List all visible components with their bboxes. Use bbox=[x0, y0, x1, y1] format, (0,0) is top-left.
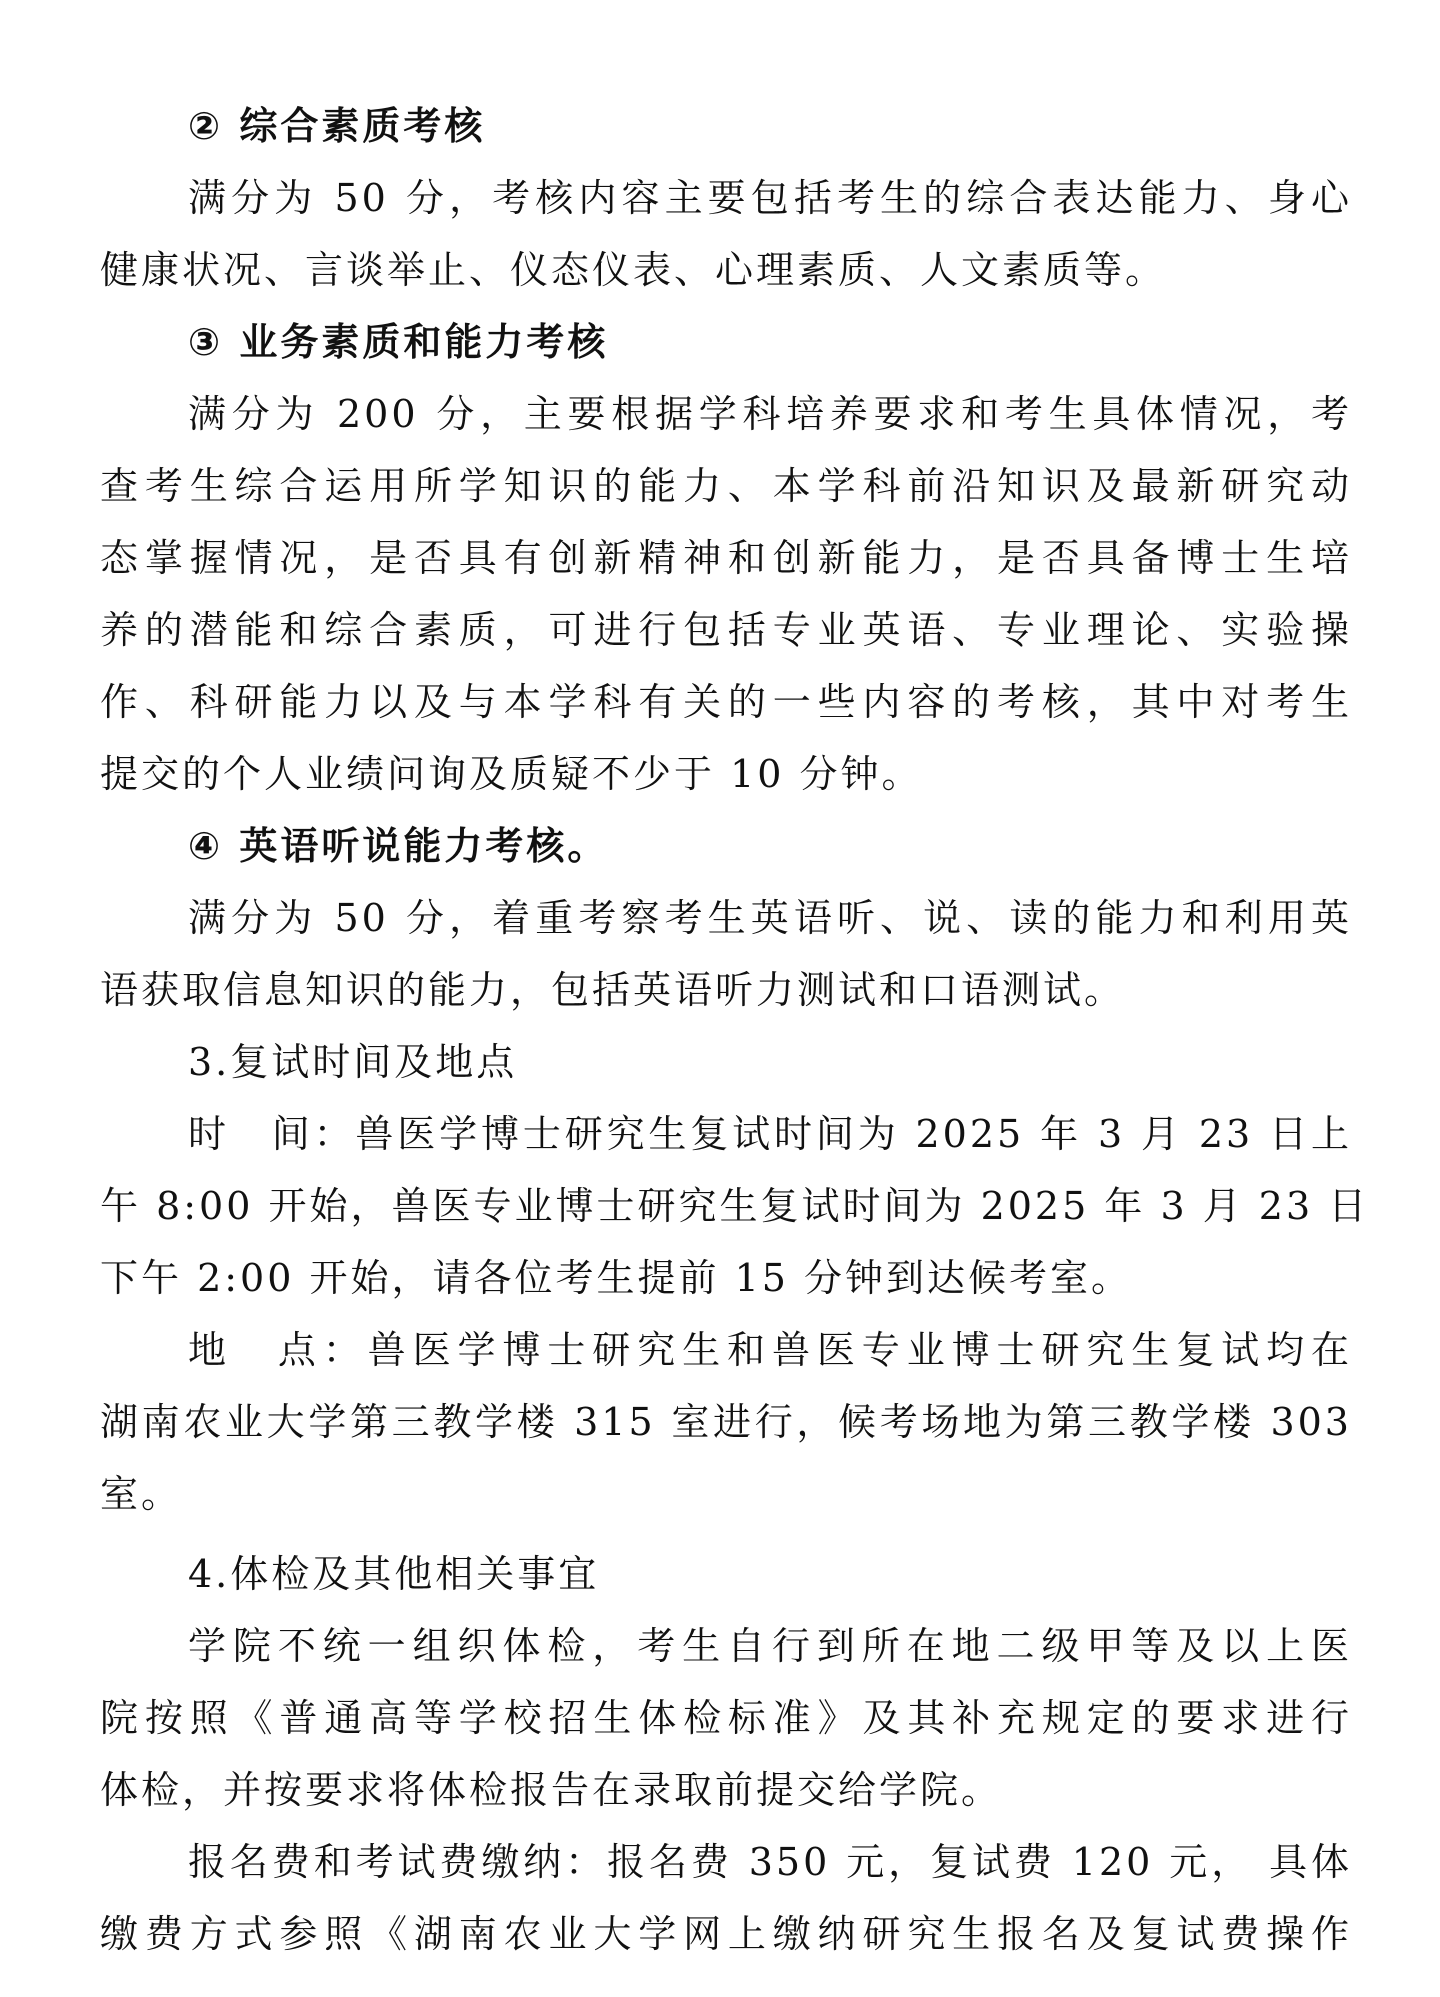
paragraph-line: 体检，并按要求将体检报告在录取前提交给学院。 bbox=[100, 1768, 1003, 1812]
section-heading-english-ability: ④ 英语听说能力考核。 bbox=[188, 824, 609, 868]
paragraph-line: 满分为 50 分，着重考察考生英语听、说、读的能力和利用英 bbox=[188, 896, 1352, 940]
paragraph-line: 提交的个人业绩问询及质疑不少于 10 分钟。 bbox=[100, 752, 923, 796]
section-heading-comprehensive-quality: ② 综合素质考核 bbox=[188, 104, 486, 148]
paragraph-line: 地 点：兽医学博士研究生和兽医专业博士研究生复试均在 bbox=[188, 1328, 1352, 1372]
paragraph-line: 学院不统一组织体检，考生自行到所在地二级甲等及以上医 bbox=[188, 1624, 1352, 1668]
section-heading-professional-ability: ③ 业务素质和能力考核 bbox=[188, 320, 609, 364]
paragraph-line: 午 8:00 开始，兽医专业博士研究生复试时间为 2025 年 3 月 23 日 bbox=[100, 1184, 1370, 1228]
document-page bbox=[100, 90, 1370, 1970]
subsection-heading-health-check: 4.体检及其他相关事宜 bbox=[188, 1552, 600, 1596]
paragraph-line: 缴费方式参照《湖南农业大学网上缴纳研究生报名及复试费操作 bbox=[100, 1912, 1352, 1956]
paragraph-line: 室。 bbox=[100, 1472, 183, 1516]
paragraph-line: 院按照《普通高等学校招生体检标准》及其补充规定的要求进行 bbox=[100, 1696, 1352, 1740]
paragraph-line: 满分为 200 分，主要根据学科培养要求和考生具体情况，考 bbox=[188, 392, 1352, 436]
paragraph-line: 健康状况、言谈举止、仪态仪表、心理素质、人文素质等。 bbox=[100, 248, 1167, 292]
paragraph-line: 作、科研能力以及与本学科有关的一些内容的考核，其中对考生 bbox=[100, 680, 1352, 724]
paragraph-line: 报名费和考试费缴纳：报名费 350 元，复试费 120 元， 具体 bbox=[188, 1840, 1352, 1884]
paragraph-line: 下午 2:00 开始，请各位考生提前 15 分钟到达候考室。 bbox=[100, 1256, 1133, 1300]
paragraph-line: 满分为 50 分，考核内容主要包括考生的综合表达能力、身心 bbox=[188, 176, 1352, 220]
paragraph-line: 时 间：兽医学博士研究生复试时间为 2025 年 3 月 23 日上 bbox=[188, 1112, 1352, 1156]
paragraph-line: 养的潜能和综合素质，可进行包括专业英语、专业理论、实验操 bbox=[100, 608, 1352, 652]
paragraph-line: 语获取信息知识的能力，包括英语听力测试和口语测试。 bbox=[100, 968, 1126, 1012]
paragraph-line: 查考生综合运用所学知识的能力、本学科前沿知识及最新研究动 bbox=[100, 464, 1352, 508]
paragraph-line: 湖南农业大学第三教学楼 315 室进行，候考场地为第三教学楼 303 bbox=[100, 1400, 1352, 1444]
subsection-heading-time-location: 3.复试时间及地点 bbox=[188, 1040, 518, 1084]
paragraph-line: 态掌握情况，是否具有创新精神和创新能力，是否具备博士生培 bbox=[100, 536, 1352, 580]
